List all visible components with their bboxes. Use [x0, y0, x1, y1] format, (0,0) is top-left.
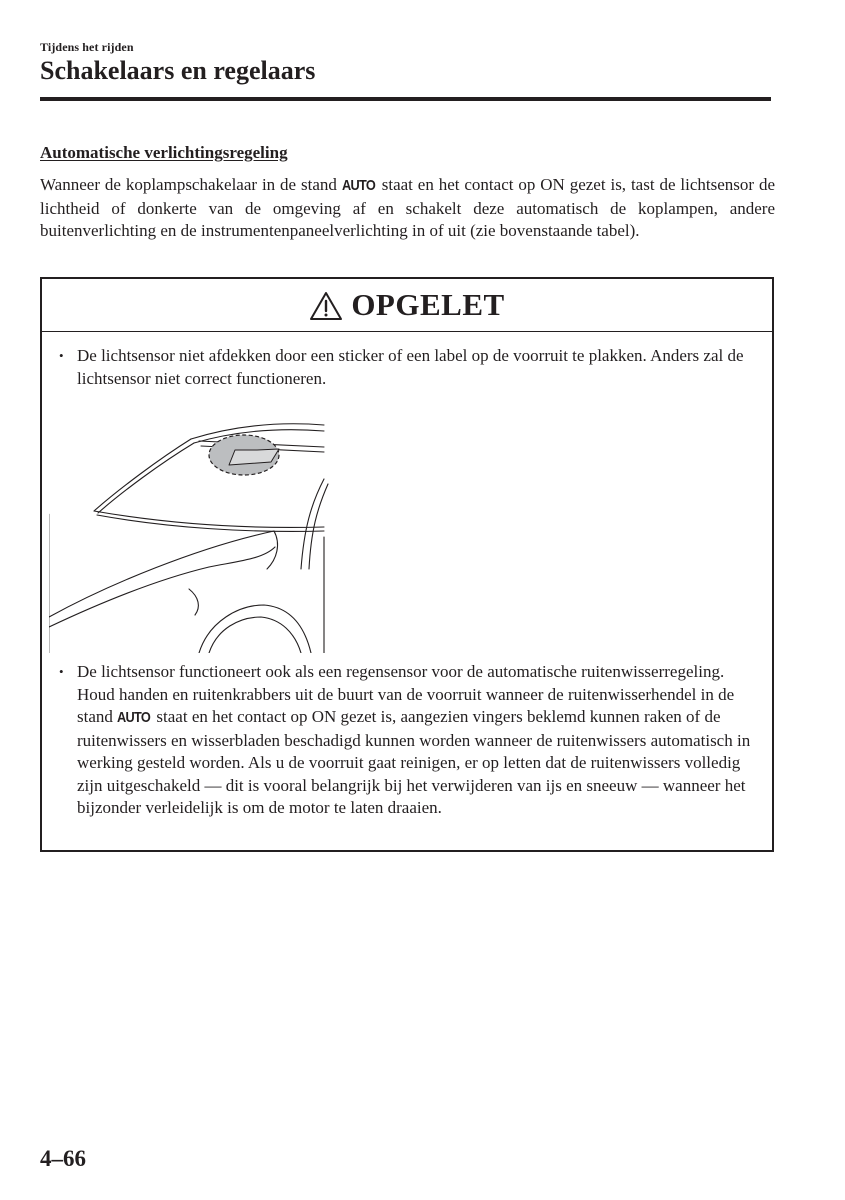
windshield-sensor-illustration — [49, 419, 334, 653]
intro-text-start: Wanneer de koplampschakelaar in de stand — [40, 175, 342, 194]
caution-bullet-text — [77, 661, 759, 820]
chapter-label: Tijdens het rijden — [40, 40, 134, 54]
intro-paragraph — [40, 174, 775, 243]
intro-text-end: staat en het contact op ON gezet is, tast de lichtsensor de lichtheid of donkerte van de omgeving af en schakelt deze automatisch de koplampen, andere buitenverlichting en de instrumentenpaneelverlichting in of uit (zie bovenstaande tabel). — [40, 175, 776, 240]
title-divider — [40, 97, 771, 101]
bullet-marker: • — [59, 664, 64, 679]
caution-box — [40, 277, 774, 852]
page-title: Schakelaars en regelaars — [40, 56, 316, 85]
caution-header — [42, 279, 772, 332]
auto-mode-label: AUTO — [341, 177, 375, 194]
section-heading: Automatische verlichtingsregeling — [40, 143, 288, 162]
bullet-text-start: De lichtsensor functioneert ook als een regensensor voor de automatische ruitenwisserregeling. Houd handen en ruitenkrabbers uit de buurt van de voorruit wanneer de ruitenwisserhendel in de stand — [77, 662, 735, 726]
page-number: 4–66 — [40, 1146, 86, 1171]
caution-title: OPGELET — [351, 287, 505, 322]
bullet-marker: • — [59, 348, 64, 363]
caution-bullet-item — [59, 345, 759, 390]
caution-bullet-item — [59, 661, 759, 820]
bullet-text-end: staat en het contact op ON gezet is, aangezien vingers beklemd kunnen raken of de ruitenwissers en wisserbladen beschadigd kunnen worden wanneer de ruitenwissers automatisch in werking gesteld worden. Als u de voorruit gaat reinigen, er op letten dat de ruitenwissers volledig zijn uitgeschakeld — dit is vooral belangrijk bij het verwijderen van ijs en sneeuw — wanneer het bijzonder verleidelijk is om de motor te laten draaien. — [77, 707, 751, 817]
auto-mode-label: AUTO — [117, 709, 151, 726]
caution-bullet-text: De lichtsensor niet afdekken door een sticker of een label op de voorruit te plakken. Anders zal de lichtsensor niet correct functioneren. — [77, 346, 744, 388]
warning-triangle-icon — [309, 291, 343, 321]
